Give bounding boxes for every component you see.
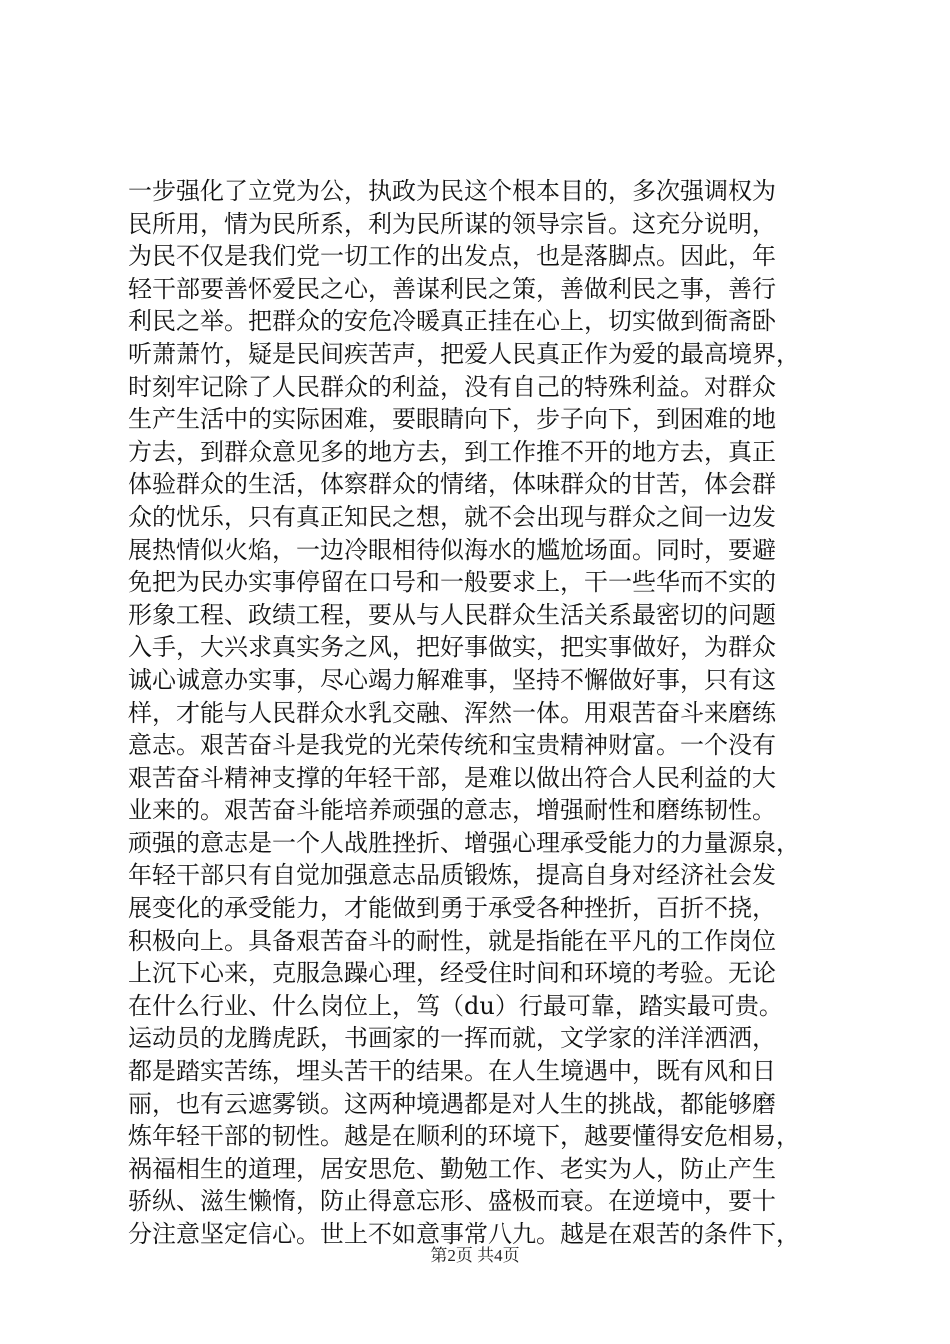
- page-footer: 第2页 共4页: [430, 1246, 520, 1265]
- text-line: 在什么行业、什么岗位上，笃（du）行最可靠，踏实最可贵。: [128, 991, 783, 1020]
- text-line: 样，才能与人民群众水乳交融、浑然一体。用艰苦奋斗来磨练: [128, 698, 776, 727]
- text-line: 诚心诚意办实事，尽心竭力解难事，坚持不懈做好事，只有这: [128, 665, 776, 694]
- text-line: 骄纵、滋生懒惰，防止得意忘形、盛极而衰。在逆境中，要十: [128, 1187, 776, 1216]
- text-line: 体验群众的生活，体察群众的情绪，体味群众的甘苦，体会群: [128, 470, 776, 499]
- text-line: 形象工程、政绩工程，要从与人民群众生活关系最密切的问题: [128, 600, 776, 629]
- text-line: 一步强化了立党为公，执政为民这个根本目的，多次强调权为: [128, 177, 776, 205]
- text-line: 炼年轻干部的韧性。越是在顺利的环境下，越要懂得安危相易，: [128, 1122, 800, 1151]
- text-line: 众的忧乐，只有真正知民之想，就不会出现与群众之间一边发: [128, 502, 776, 531]
- text-line: 上沉下心来，克服急躁心理，经受住时间和环境的考验。无论: [128, 959, 776, 988]
- text-line: 丽，也有云遮雾锁。这两种境遇都是对人生的挑战，都能够磨: [128, 1089, 776, 1118]
- text-line: 祸福相生的道理，居安思危、勤勉工作、老实为人，防止产生: [128, 1154, 776, 1183]
- text-line: 年轻干部只有自觉加强意志品质锻炼，提高自身对经济社会发: [128, 861, 776, 890]
- text-line: 艰苦奋斗精神支撑的年轻干部，是难以做出符合人民利益的大: [128, 763, 776, 792]
- text-line: 展变化的承受能力，才能做到勇于承受各种挫折，百折不挠，: [128, 894, 776, 923]
- text-line: 利民之举。把群众的安危冷暖真正挂在心上，切实做到衙斋卧: [128, 307, 776, 336]
- text-line: 都是踏实苦练，埋头苦干的结果。在人生境遇中，既有风和日: [128, 1057, 776, 1086]
- text-line: 轻干部要善怀爱民之心，善谋利民之策，善做利民之事，善行: [128, 274, 776, 303]
- text-line: 民所用，情为民所系，利为民所谋的领导宗旨。这充分说明，: [128, 209, 776, 238]
- text-line: 听萧萧竹，疑是民间疾苦声，把爱人民真正作为爱的最高境界，: [128, 339, 800, 368]
- text-line: 方去，到群众意见多的地方去，到工作推不开的地方去，真正: [128, 437, 776, 466]
- text-line: 入手，大兴求真实务之风，把好事做实，把实事做好，为群众: [128, 633, 776, 662]
- body-text: [128, 175, 844, 1251]
- text-line: 免把为民办实事停留在口号和一般要求上，干一些华而不实的: [128, 568, 776, 597]
- text-line: 分注意坚定信心。世上不如意事常八九。越是在艰苦的条件下，: [128, 1220, 800, 1248]
- text-line: 生产生活中的实际困难，要眼睛向下，步子向下，到困难的地: [128, 405, 776, 434]
- text-line: 时刻牢记除了人民群众的利益，没有自己的特殊利益。对群众: [128, 372, 776, 401]
- text-line: 为民不仅是我们党一切工作的出发点，也是落脚点。因此，年: [128, 242, 776, 271]
- text-line: 运动员的龙腾虎跃，书画家的一挥而就，文学家的洋洋洒洒，: [128, 1024, 776, 1053]
- text-line: 顽强的意志是一个人战胜挫折、增强心理承受能力的力量源泉，: [128, 828, 800, 857]
- text-line: 积极向上。具备艰苦奋斗的耐性，就是指能在平凡的工作岗位: [128, 926, 776, 955]
- text-line: 业来的。艰苦奋斗能培养顽强的意志，增强耐性和磨练韧性。: [128, 796, 776, 825]
- text-line: 展热情似火焰，一边冷眼相待似海水的尴尬场面。同时，要避: [128, 535, 776, 564]
- text-line: 意志。艰苦奋斗是我党的光荣传统和宝贵精神财富。一个没有: [128, 731, 776, 760]
